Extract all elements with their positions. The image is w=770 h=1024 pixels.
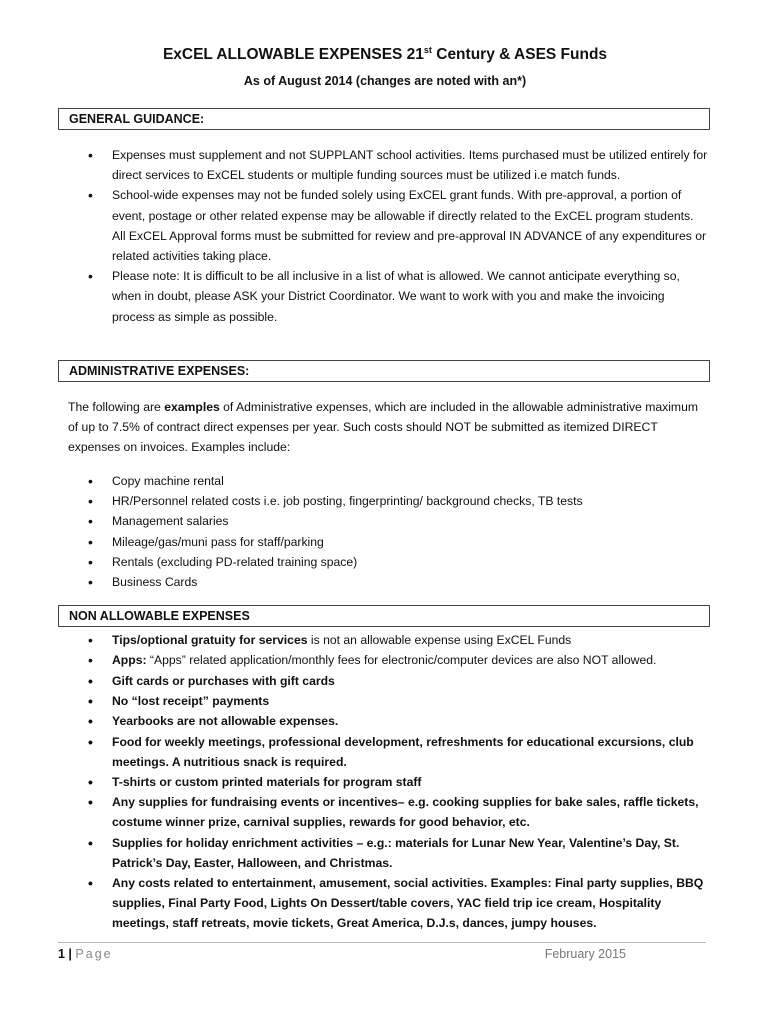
list-item: • Management salaries (88, 511, 708, 531)
list-item: • Yearbooks are not allowable expenses. (88, 711, 708, 731)
document-title: ExCEL ALLOWABLE EXPENSES 21st Century & ASES Funds (162, 44, 608, 63)
list-item: • Any costs related to entertainment, amusement, social activities. Examples: Final party supplies, BBQ supplies, Final Party Food, Lights On Dessert/table covers, YAC field trip ice cream, Hospitality meetings, staff retreats, movie tickets, Great America, D.J.s, dances, jumpy houses. (88, 873, 708, 934)
list-item: • Any supplies for fundraising events or incentives– e.g. cooking supplies for bake sales, raffle tickets, costume winner prize, carnival supplies, rewards for good behavior, etc. (88, 792, 708, 832)
non-allowable-bold-list (88, 671, 708, 934)
administrative-intro: The following are examples of Administrative expenses, which are included in the allowable administrative maximum of up to 7.5% of contract direct expenses per year. Such costs should NOT be submitted as itemized DIRECT expenses on invoices. Examples include: (68, 400, 699, 455)
list-item: • Apps: “Apps” related application/monthly fees for electronic/computer devices are also NOT allowed. (88, 650, 708, 670)
list-item: • Food for weekly meetings, professional development, refreshments for educational excursions, club meetings. A nutritious snack is required. (88, 732, 708, 772)
document-subtitle: As of August 2014 (changes are noted with an*) (243, 74, 527, 88)
title-superscript: st (423, 44, 432, 55)
administrative-list (88, 471, 708, 592)
list-item: • T-shirts or custom printed materials for program staff (88, 772, 708, 792)
list-item: • Rentals (excluding PD-related training space) (88, 552, 708, 572)
page-footer (58, 942, 706, 963)
page-word: Page (75, 947, 113, 961)
general-guidance-list (88, 145, 708, 327)
administrative-expenses-heading: ADMINISTRATIVE EXPENSES: (58, 360, 710, 382)
list-item: • Please note: It is difficult to be all inclusive in a list of what is allowed. We cannot anticipate everything so, when in doubt, please ASK your District Coordinator. We want to work with you and make the invoicing process as simple as possible. (88, 266, 708, 327)
page-number: 1 (58, 947, 65, 961)
list-item: • Tips/optional gratuity for services is not an allowable expense using ExCEL Funds (88, 630, 708, 650)
list-item: • Business Cards (88, 572, 708, 592)
non-allowable-list (88, 630, 708, 670)
footer-date: February 2015 (544, 947, 626, 961)
general-guidance-heading: GENERAL GUIDANCE: (58, 108, 710, 130)
list-item: • Copy machine rental (88, 471, 708, 491)
list-item: • Gift cards or purchases with gift cards (88, 671, 708, 691)
examples-emphasis: examples (164, 400, 220, 414)
list-item: • Expenses must supplement and not SUPPLANT school activities. Items purchased must be utilized entirely for direct services to ExCEL students or multiple funding sources must be utilized i.e match funds. (88, 145, 708, 185)
non-allowable-expenses-heading: NON ALLOWABLE EXPENSES (58, 605, 710, 627)
list-item: • Supplies for holiday enrichment activities – e.g.: materials for Lunar New Year, Valentine’s Day, St. Patrick’s Day, Easter, Halloween, and Christmas. (88, 833, 708, 873)
list-item: • School-wide expenses may not be funded solely using ExCEL grant funds. With pre-approval, a portion of event, postage or other related expense may be allowable if directly related to the ExCEL program students. All ExCEL Approval forms must be submitted for review and pre-approval IN ADVANCE of any expenditures or related activities taking place. (88, 185, 708, 266)
footer-separator: | (64, 947, 76, 961)
list-item: • No “lost receipt” payments (88, 691, 708, 711)
list-item: • HR/Personnel related costs i.e. job posting, fingerprinting/ background checks, TB tests (88, 491, 708, 511)
list-item: • Mileage/gas/muni pass for staff/parking (88, 532, 708, 552)
